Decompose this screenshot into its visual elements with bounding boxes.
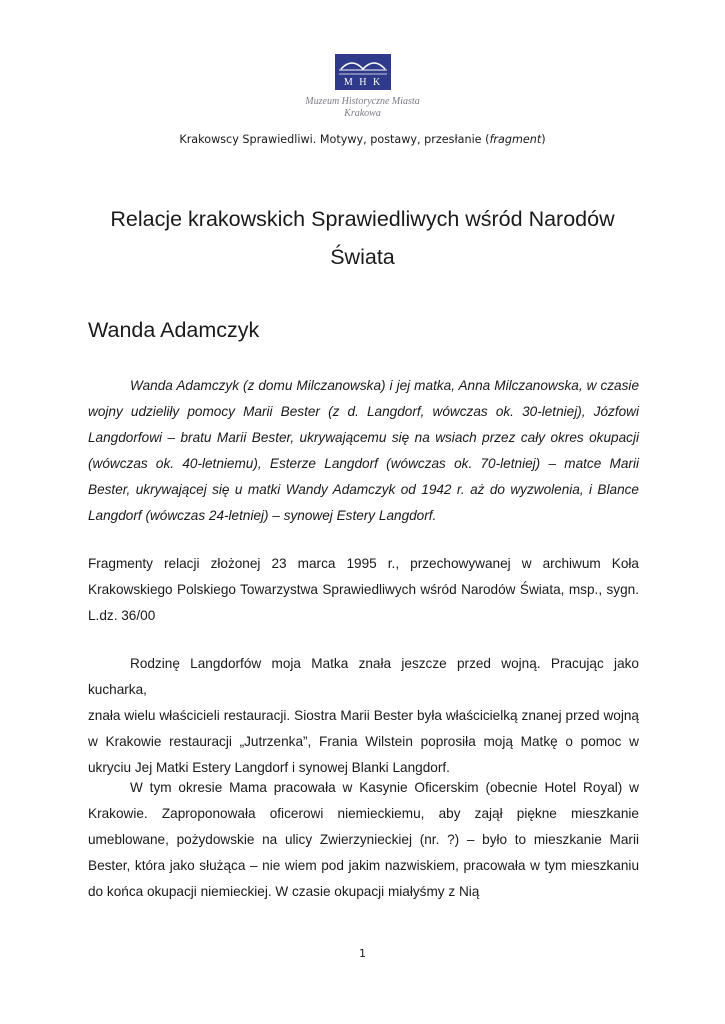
body-paragraph-2: znała wielu właścicieli restauracji. Siostra Marii Bester była właścicielką znanej przed wojną w Krakowie restauracji „Jutrzenka”, Frania Wilstein poprosiła moją Matkę o pomoc w ukryciu Jej Matki Estery Langdorf i synowej Blanki Langdorf. — [88, 708, 639, 775]
source-paragraph: Fragmenty relacji złożonej 23 marca 1995 r., przechowywanej w archiwum Koła Krakowskiego Polskiego Towarzystwa Sprawiedliwych wśród Narodów Świata, msp., sygn. L.dz. 36/00 — [88, 556, 639, 623]
logo-caption-line1: Muzeum Historyczne Miasta — [305, 96, 420, 107]
body-paragraph-1: Rodzinę Langdorfów moja Matka znała jeszcze przed wojną. Pracując jako kucharka, — [88, 656, 639, 697]
museum-logo — [0, 54, 725, 120]
logo-caption-line2: Krakowa — [344, 108, 381, 119]
page-number: 1 — [359, 947, 366, 960]
body-paragraph-3: W tym okresie Mama pracowała w Kasynie Oficerskim (obecnie Hotel Royal) w Krakowie. Zaproponowała oficerowi niemieckiemu, aby zajął piękne mieszkanie umeblowane, pożydowskie na ulicy Zwierzynieckiej (nr. ?) – było to mieszkanie Marii Bester, która jako służąca – nie wiem pod jakim nazwiskiem, pracowała w tym mieszkaniu do końca okupacji niemieckiej. W czasie okupacji miałyśmy z Nią — [88, 780, 639, 899]
subtitle-italic: fragment — [489, 133, 542, 146]
logo-letters: M H K — [343, 77, 382, 88]
logo-caption — [0, 96, 725, 120]
subtitle-end: ) — [541, 133, 546, 146]
intro-paragraph: Wanda Adamczyk (z domu Milczanowska) i jej matka, Anna Milczanowska, w czasie wojny udzieliły pomocy Marii Bester (z d. Langdorf, wówczas ok. 30-letniej), Józfowi Langdorfowi – bratu Marii Bester, ukrywającemu się na wsiach przez cały okres okupacji (wówczas ok. 40-letniemu), Esterze Langdorf (wówczas ok. 70-letniej) – matce Marii Bester, ukrywającej się u matki Wandy Adamczyk od 1942 r. aż do wyzwolenia, i Blance Langdorf (wówczas 24-letniej) – synowej Estery Langdorf. — [88, 378, 639, 523]
author-heading: Wanda Adamczyk — [88, 318, 260, 342]
document-title: Relacje krakowskich Sprawiedliwych wśród Narodów Świata — [110, 207, 615, 269]
publication-subtitle — [0, 133, 725, 147]
mhk-logo-icon — [335, 54, 391, 90]
subtitle-main: Krakowscy Sprawiedliwi. Motywy, postawy, przesłanie ( — [179, 133, 490, 146]
